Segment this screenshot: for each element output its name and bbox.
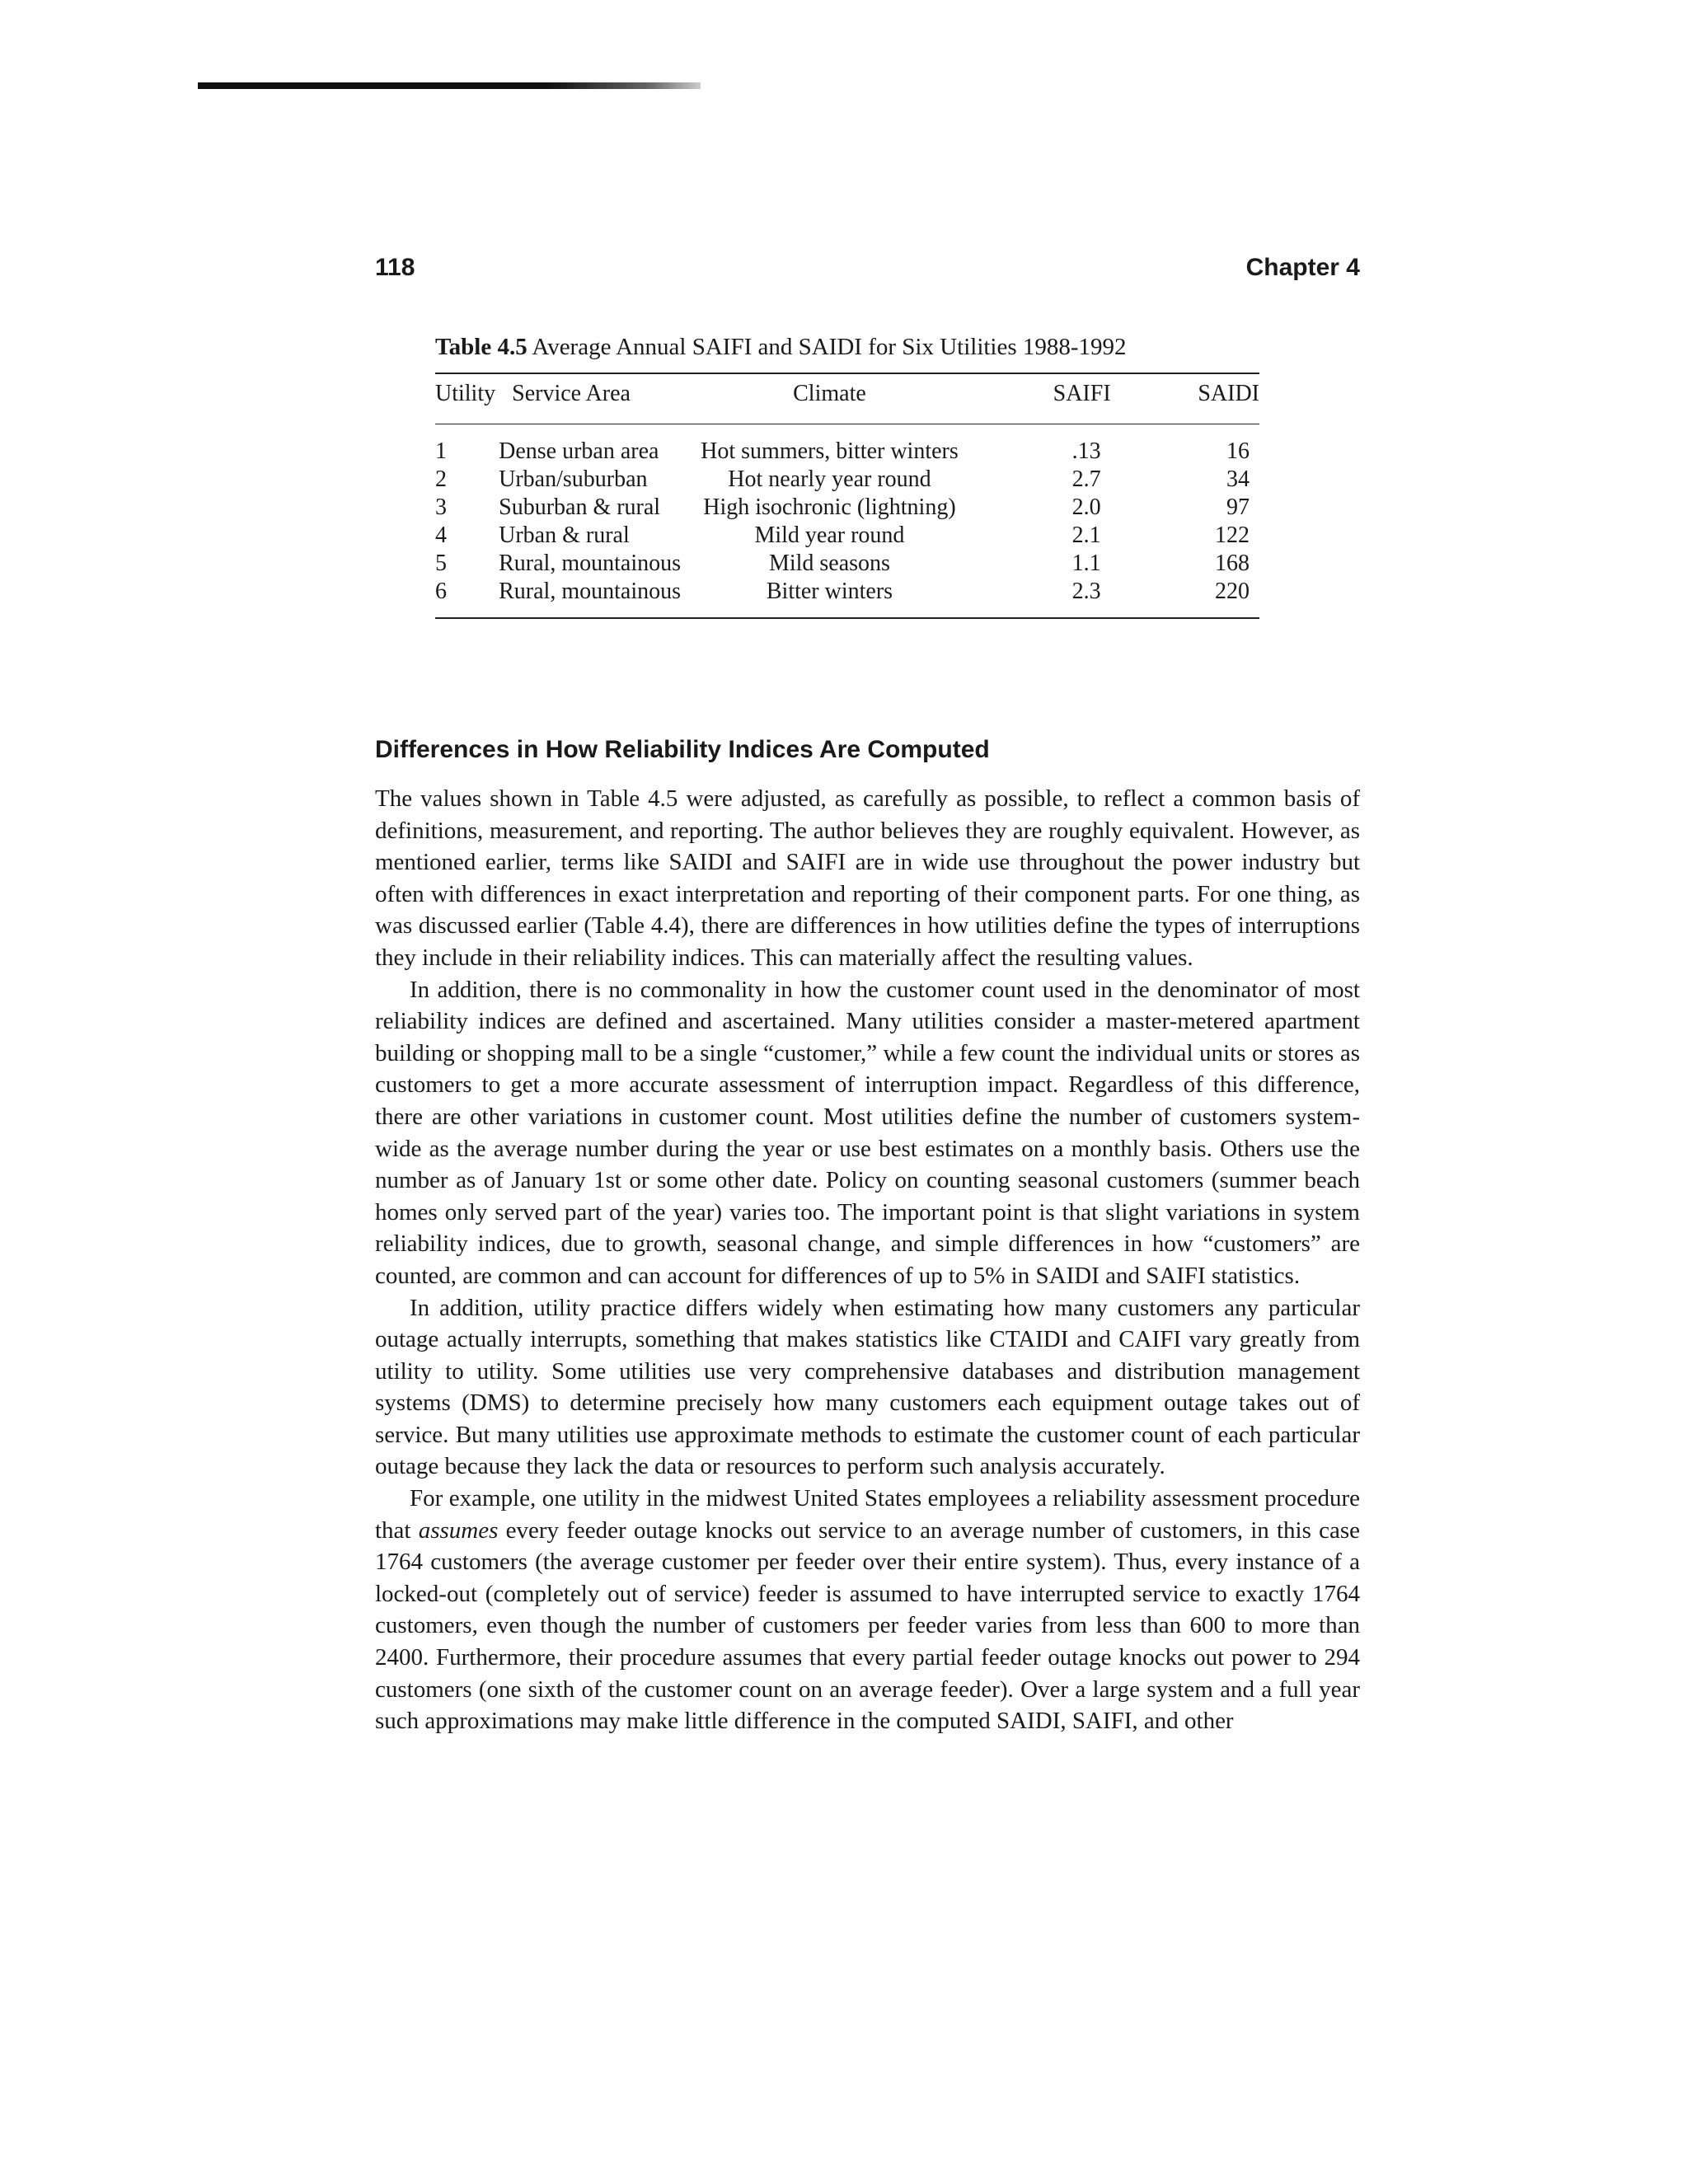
paragraph-4-end: every feeder outage knocks out service to an average number of customers, in this case 1764 customers (the average customer per feeder over their entire system). Thus, every instance of a locked-out (completely out of service) feeder is assumed to have interrupted service to exactly 1764 customers, even though the number of customers per feeder varies from less than 600 to more than 2400. Furthermore, their procedure assumes that every partial feeder outage knocks out power to 294 customers (one sixth of the customer count on an average feeder). Over a large system and a full year such approximations may make little difference in the computed SAIDI, SAIFI, and other <box>375 1516 1360 1735</box>
table-header-row <box>435 374 1259 424</box>
cell-saidi: 97 <box>1226 494 1250 520</box>
cell-utility: 6 <box>435 579 447 604</box>
cell-utility: 2 <box>435 466 447 492</box>
cell-service-area: Urban/suburban <box>499 466 648 492</box>
cell-climate: Mild seasons <box>768 551 890 576</box>
cell-saifi: 2.3 <box>1071 579 1101 604</box>
cell-saifi: 2.0 <box>1071 494 1101 520</box>
table-row <box>435 578 1259 617</box>
table-row <box>435 494 1259 522</box>
table-4-5 <box>435 334 1259 619</box>
running-head <box>375 254 1360 287</box>
cell-utility: 3 <box>435 494 447 520</box>
paragraph-4-emphasis: assumes <box>418 1516 499 1544</box>
table-bottom-rule <box>435 617 1259 619</box>
cell-saidi: 122 <box>1215 523 1250 548</box>
paragraph-1: The values shown in Table 4.5 were adjusted, as carefully as possible, to reflect a common basis of definitions, measurement, and reporting. The author believes they are roughly equivalent. However, as mentioned earlier, terms like SAIDI and SAIFI are in wide use throughout the power industry but often with differences in exact interpretation and reporting of their component parts. For one thing, as was discussed earlier (Table 4.4), there are differences in how utilities define the types of interruptions they include in their reliability indices. This can materially affect the resulting values. <box>375 785 1360 971</box>
cell-saifi: 1.1 <box>1071 551 1101 576</box>
cell-climate: Bitter winters <box>766 579 893 604</box>
cell-service-area: Urban & rural <box>499 523 630 548</box>
cell-saidi: 16 <box>1226 438 1250 464</box>
table-caption <box>435 334 1259 361</box>
cell-service-area: Rural, mountainous <box>499 551 681 576</box>
paragraph-4-start: For example, one utility in the midwest United States employees a reliability assessment procedure that <box>375 1485 1360 1544</box>
cell-utility: 1 <box>435 438 447 464</box>
cell-utility: 4 <box>435 523 447 548</box>
column-header-service-area: Service Area <box>512 381 631 406</box>
table-caption-text: Average Annual SAIFI and SAIDI for Six Utilities 1988-1992 <box>527 334 1127 360</box>
column-header-saidi: SAIDI <box>1198 381 1259 406</box>
cell-saidi: 168 <box>1215 551 1250 576</box>
cell-service-area: Dense urban area <box>499 438 659 464</box>
reliability-table <box>435 374 1259 617</box>
table-row <box>435 550 1259 578</box>
section-heading: Differences in How Reliability Indices Are Computed <box>375 736 990 763</box>
column-header-utility: Utility <box>435 381 496 406</box>
table-row <box>435 466 1259 494</box>
cell-service-area: Rural, mountainous <box>499 579 681 604</box>
top-rule <box>198 82 701 89</box>
cell-saifi: 2.1 <box>1071 523 1101 548</box>
table-caption-label: Table 4.5 <box>435 334 528 360</box>
paragraph-2: In addition, there is no commonality in how the customer count used in the denominator of most reliability indices are defined and ascertained. Many utilities consider a master-metered apartment building or shopping mall to be a single “customer,” while a few count the individual units or stores as customers to get a more accurate assessment of interruption impact. Regardless of this difference, there are other variations in customer count. Most utilities define the number of customers system-wide as the average number during the year or use best estimates on a monthly basis. Others use the number as of January 1st or some other date. Policy on counting seasonal customers (summer beach homes only served part of the year) varies too. The important point is that slight variations in system reliability indices, due to growth, seasonal change, and simple differences in how “customers” are counted, are common and can account for differences of up to 5% in SAIDI and SAIFI statistics. <box>375 976 1360 1289</box>
cell-saidi: 220 <box>1215 579 1250 604</box>
cell-climate: Hot summers, bitter winters <box>701 438 959 464</box>
cell-climate: Hot nearly year round <box>728 466 931 492</box>
cell-climate: Mild year round <box>754 523 905 548</box>
cell-saidi: 34 <box>1226 466 1250 492</box>
cell-utility: 5 <box>435 551 447 576</box>
cell-climate: High isochronic (lightning) <box>703 494 956 520</box>
table-row <box>435 522 1259 550</box>
table-row <box>435 424 1259 466</box>
chapter-label: Chapter 4 <box>1245 254 1360 281</box>
body-text <box>375 783 1360 1737</box>
column-header-climate: Climate <box>793 381 866 406</box>
cell-service-area: Suburban & rural <box>499 494 661 520</box>
paragraph-4 <box>375 1483 1360 1737</box>
cell-saifi: .13 <box>1071 438 1101 464</box>
paragraph-3: In addition, utility practice differs widely when estimating how many customers any particular outage actually interrupts, something that makes statistics like CTAIDI and CAIFI vary greatly from utility to utility. Some utilities use very comprehensive databases and distribution management systems (DMS) to determine precisely how many customers each equipment outage takes out of service. But many utilities use approximate methods to estimate the customer count of each particular outage because they lack the data or resources to perform such analysis accurately. <box>375 1294 1360 1480</box>
column-header-saifi: SAIFI <box>1053 381 1111 406</box>
cell-saifi: 2.7 <box>1071 466 1101 492</box>
page-number: 118 <box>375 254 415 281</box>
